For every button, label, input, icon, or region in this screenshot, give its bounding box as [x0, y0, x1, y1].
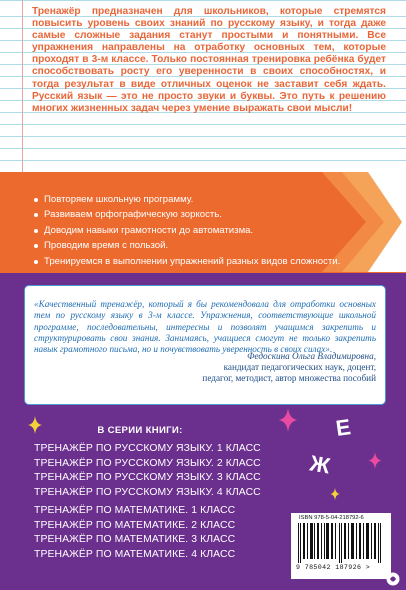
benefits-list: [34, 194, 340, 271]
benefit-item: [34, 240, 340, 255]
benefit-item: [34, 194, 340, 209]
benefit-item: [34, 225, 340, 240]
intro-line: даже самые сложные задания станут простыми и понятными.: [32, 18, 386, 42]
benefit-item: [34, 256, 340, 271]
intro-line: способностях, и тогда результат в виде отличных оценок: [32, 66, 386, 90]
author-title: кандидат педагогических наук, доцент,: [223, 362, 376, 372]
intro-paragraph: [32, 6, 386, 115]
decor-letter-zh: Ж: [308, 450, 332, 479]
quote-line: закрепить и структурировать свои знания. Занимаясь, учащиеся смогут: [34, 321, 377, 343]
author-title: педагог, методист, автор множества пособий: [202, 373, 376, 383]
book-title: ТРЕНАЖЁР ПО МАТЕМАТИКЕ. 1 КЛАСС: [34, 505, 236, 516]
quote-line: уверенность в своих силах».: [222, 344, 333, 355]
bullet-dot-icon: [34, 229, 38, 233]
notebook-margin-line: [22, 0, 23, 172]
decor-letter-e: Е: [334, 414, 353, 441]
benefit-text: Доводим навыки грамотности до автоматизма.: [44, 224, 254, 236]
sparkle-pink-icon: [368, 452, 382, 469]
bullet-dot-icon: [34, 260, 38, 264]
review-signature: [76, 351, 376, 384]
book-title: ТРЕНАЖЁР ПО МАТЕМАТИКЕ. 4 КЛАСС: [34, 548, 236, 560]
benefit-text: Проводим время с пользой.: [44, 240, 169, 252]
quote-line: основных тем по русскому языку в 3-м классе. Упражнения, соответствующие: [34, 299, 377, 321]
intro-line: ребёнка будет способствовать росту его уверенности в своих: [32, 54, 386, 78]
intro-line: и буквы. Это путь к решению многих жизненных задач через: [32, 90, 386, 114]
quote-line: школьной программе, последовательны, интересны и позволят учащимся: [34, 310, 377, 332]
intro-line: Все упражнения направлены на отработку основных тем,: [32, 30, 386, 54]
intro-line: повысить уровень своих знаний по русскому языку, и тогда: [32, 18, 357, 30]
russian-books-list: [34, 443, 261, 501]
intro-line: не заставит себя ждать. Русский язык — это не просто звуки: [32, 78, 387, 102]
series-title: В СЕРИИ КНИГИ:: [97, 425, 183, 436]
benefit-text: Повторяем школьную программу.: [44, 194, 194, 205]
quote-line: не только закрепить навык грамотного письма, но и почувствовать: [34, 332, 377, 355]
intro-line: которые проходят в 3-м классе. Только постоянная тренировка: [32, 42, 386, 66]
bullet-dot-icon: [34, 244, 38, 248]
benefit-text: Развиваем орфографическую зоркость.: [44, 209, 222, 221]
sparkle-pink-icon: [278, 408, 298, 432]
book-title: ТРЕНАЖЁР ПО РУССКОМУ ЯЗЫКУ. 3 КЛАСС: [34, 472, 261, 484]
isbn-label: ISBN 978-5-04-218792-6: [299, 515, 364, 521]
benefit-text: Тренируемся в выполнении упражнений разных видов сложности.: [44, 255, 341, 267]
book-title: ТРЕНАЖЁР ПО РУССКОМУ ЯЗЫКУ. 4 КЛАСС: [34, 486, 261, 498]
author-name: Федоскина Ольга Владимировна,: [247, 351, 376, 361]
sparkle-yellow-icon: [330, 488, 340, 500]
bullet-dot-icon: [34, 213, 38, 217]
math-books-list: [34, 505, 235, 563]
benefit-item: [34, 209, 340, 224]
publisher-logo-icon: [386, 572, 400, 586]
book-title: ТРЕНАЖЁР ПО РУССКОМУ ЯЗЫКУ. 1 КЛАСС: [34, 443, 261, 454]
book-title: ТРЕНАЖЁР ПО РУССКОМУ ЯЗЫКУ. 2 КЛАСС: [34, 457, 261, 469]
quote-line: «Качественный тренажёр, который я бы рекомендовала для отработки: [34, 299, 336, 309]
bullet-dot-icon: [34, 198, 38, 202]
book-title: ТРЕНАЖЁР ПО МАТЕМАТИКЕ. 3 КЛАСС: [34, 534, 236, 546]
barcode-icon: [298, 523, 384, 563]
intro-line: Тренажёр предназначен для школьников, которые стремятся: [32, 6, 386, 17]
book-title: ТРЕНАЖЁР ПО МАТЕМАТИКЕ. 2 КЛАСС: [34, 519, 236, 531]
intro-line: умение выражать свои мысли!: [193, 102, 353, 114]
barcode-number: 9 785042 187926 >: [296, 564, 371, 571]
review-quote: [34, 299, 376, 355]
